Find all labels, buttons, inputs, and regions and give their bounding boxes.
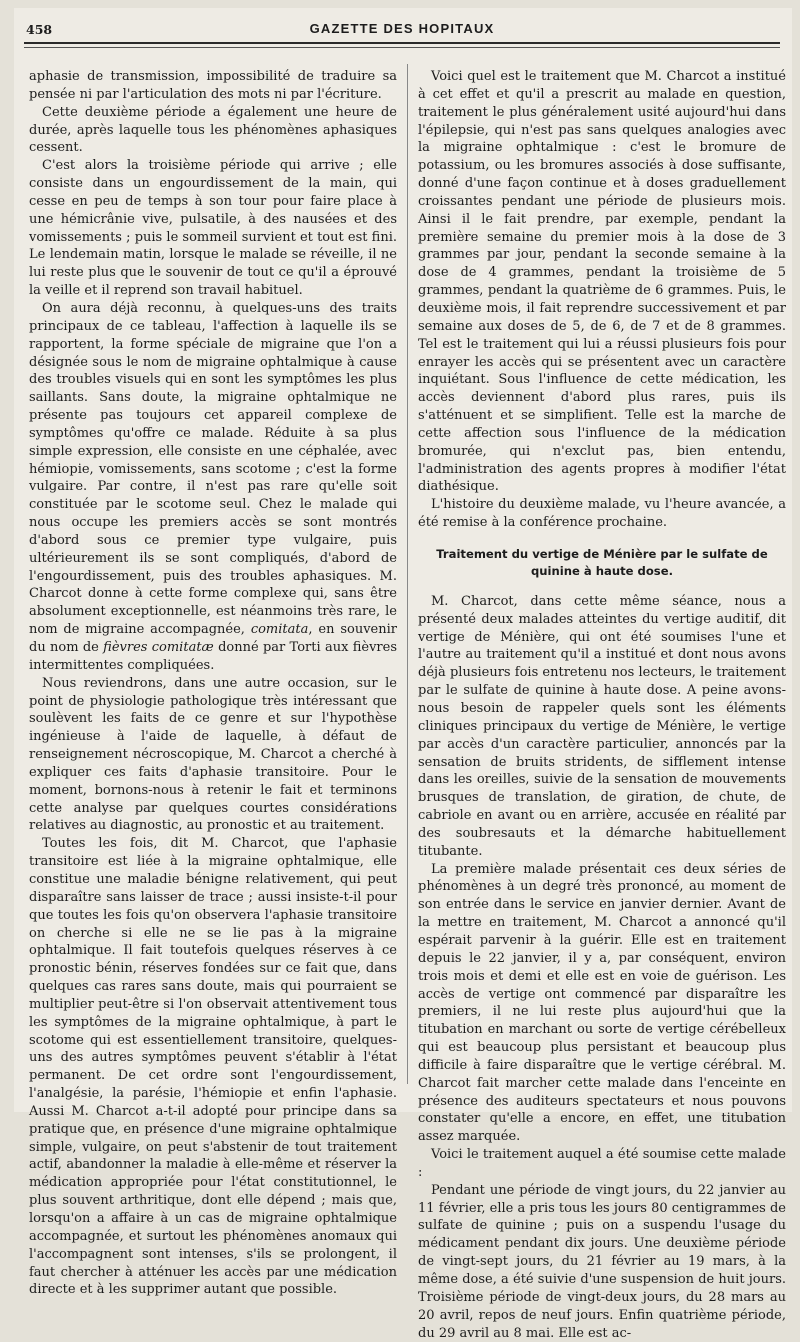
italic-term: fièvres comitatæ bbox=[103, 640, 214, 655]
paragraph: L'histoire du deuxième malade, vu l'heure avancée, a été remise à la conférence prochaine. bbox=[418, 497, 786, 531]
left-column bbox=[29, 68, 397, 1299]
paragraph: Pendant une période de vingt jours, du 22 janvier au 11 février, elle a pris tous les jours 80 centigrammes de sulfate de quinine ; puis on a suspendu l'usage du médicament pendant dix jours. Une deuxième période de vingt-sept jours, du 21 février au 19 mars, à la même dose, a été suivie d'une suspension de huit jours. Troisième période de vingt-deux jours, du 28 mars au 20 avril, repos de neuf jours. Enfin quatrième période, du 29 avril au 8 mai. Elle est ac- bbox=[418, 1182, 786, 1341]
paragraph: Nous reviendrons, dans une autre occasion, sur le point de physiologie pathologique très intéressant que soulèvent les faits de ce genre et sur l'hypothèse ingénieuse à l'aide de laquelle, à défaut de renseignement nécroscopique, M. Charcot a cherché à expliquer ces faits d'aphasie transitoire. Pour le moment, bornons-nous à retenir le fait et terminons cette analyse par quelques courtes considérations relatives au diagnostic, au pronostic et au traitement. bbox=[29, 675, 397, 834]
paragraph: Voici le traitement auquel a été soumise cette malade : bbox=[418, 1147, 786, 1180]
paragraph: Cette deuxième période a également une heure de durée, après laquelle tous les phénomènes aphasiques cessent. bbox=[29, 104, 397, 156]
text-run: , en souvenir du nom de bbox=[29, 622, 397, 655]
paragraph: aphasie de transmission, impossibilité de traduire sa pensée ni par l'articulation des mots ni par l'écriture. bbox=[29, 69, 397, 102]
paragraph: Voici quel est le traitement que M. Charcot a institué à cet effet et qu'il a prescrit au malade en question, traitement le plus généralement usité aujourd'hui dans l'épilepsie, qui n'est pas sans quelques analogies avec la migraine ophtalmique : c'est le bromure de potassium, ou les bromures associés à dose suffisante, donné d'une façon continue et à doses graduellement croissantes pendant une période de plusieurs mois. Ainsi il le fait prendre, par exemple, pendant la première semaine du premier mois à la dose de 3 grammes par jour, pendant la seconde semaine à la dose de 4 grammes, pendant la troisième de 5 grammes, pendant la quatrième de 6 grammes. Puis, le deuxième mois, il fait reprendre successivement et par semaine aux doses de 5, de 6, de 7 et de 8 grammes. Tel est le traitement qui lui a réussi plusieurs fois pour enrayer les accès qui se présentent avec un caractère inquiétant. Sous l'influence de cette médication, les accès deviennent d'abord plus rares, puis ils s'atténuent et se simplifient. Telle est la marche de cette affection sous l'influence de la médication bromurée, qui n'exclut pas, bien entendu, l'administration des agents propres à modifier l'état diathésique. bbox=[418, 69, 786, 495]
page-header bbox=[26, 18, 778, 44]
section-heading: Traitement du vertige de Ménière par le sulfate de quinine à haute dose. bbox=[436, 546, 768, 578]
column-divider bbox=[407, 64, 408, 1084]
paragraph: M. Charcot, dans cette même séance, nous a présenté deux malades atteintes du vertige auditif, dit vertige de Ménière, qui ont été soumises l'une et l'autre au traitement qu'il a institué et dont nous avons déjà plusieurs fois entretenu nos lecteurs, le traitement par le sulfate de quinine à haute dose. A peine avons-nous besoin de rappeler quels sont les éléments cliniques principaux du vertige de Ménière, le vertige par accès d'un caractère particulier, annoncés par la sensation de bruits stridents, de sifflement intense dans les oreilles, suivie de la sensation de mouvements brusques de translation, de giration, de chute, de cabriole en avant ou en arrière, accusée en réalité par des soubresauts et la démarche habituellement titubante. bbox=[418, 593, 786, 859]
paragraph: Toutes les fois, dit M. Charcot, que l'aphasie transitoire est liée à la migraine ophtalmique, elle constitue une maladie bénigne relativement, qui peut disparaître sans laisser de trace ; aussi insiste-t-il pour que toutes les fois qu'on observera l'aphasie transitoire on cherche si elle ne se lie pas à la migraine ophtalmique. Il fait toutefois quelques réserves à ce pronostic bénin, réserves fondées sur ce fait que, dans quelques cas rares sans doute, mais qui pourraient se multiplier peut-être si l'on observait attentivement tous les symptômes de la migraine ophtalmique, à part le scotome qui est essentiellement transitoire, quelques-uns des autres symptômes peuvent s'établir à l'état permanent. De cet ordre sont l'engourdissement, l'analgésie, la parésie, l'hémiopie et enfin l'aphasie. Aussi M. Charcot a-t-il adopté pour principe dans sa pratique que, en présence d'une migraine ophtalmique simple, vulgaire, on peut s'abstenir de tout traitement actif, abandonner la maladie à elle-même et réserver la médication appropriée pour l'état constitutionnel, le plus souvent arthritique, dont elle dépend ; mais que, lorsqu'on a affaire à un cas de migraine ophtalmique accompagnée, et surtout les phénomènes anomaux qui l'accompagnent sont intenses, s'ils se prolongent, il faut chercher à atténuer les accès par une médication directe et à les supprimer autant que possible. bbox=[29, 836, 397, 1298]
text-run: On aura déjà reconnu, à quelques-uns des traits principaux de ce tableau, l'affection à laquelle ils se rapportent, la forme spéciale de migraine que l'on a désignée sous le nom de migraine ophtalmique à cause des troubles visuels qui en sont les symptômes les plus saillants. Sans doute, la migraine ophtalmique ne présente pas toujours cet appareil complexe de symptômes qu'offre ce malade. Réduite à sa plus simple expression, elle consiste en une céphalée, avec hémiopie, vomissements, sans scotome ; c'est la forme vulgaire. Par contre, il n'est pas rare qu'elle soit constituée par le scotome seul. Chez le malade qui nous occupe les premiers accès se sont montrés d'abord sous ce premier type vulgaire, puis ultérieurement ils se sont compliqués, d'abord de l'engourdissement, puis des troubles aphasiques. M. Charcot donne à cette forme complexe qui, sans être absolument exceptionnelle, est néanmoins très rare, le nom de migraine accompagnée, bbox=[29, 300, 397, 638]
page-number: 458 bbox=[26, 22, 53, 37]
running-title: GAZETTE DES HOPITAUX bbox=[309, 21, 495, 36]
header-rule-thick bbox=[24, 42, 780, 44]
paragraph bbox=[29, 300, 397, 675]
paragraph: C'est alors la troisième période qui arrive ; elle consiste dans un engourdissement de la main, qui cesse en peu de temps à son tour pour faire place à une hémicrânie vive, pulsatile, à des nausées et des vomissements ; puis le sommeil survient et tout est fini. Le lendemain matin, lorsque le malade se réveille, il ne lui reste plus que le souvenir de tout ce qu'il a éprouvé la veille et il reprend son travail habituel. bbox=[29, 158, 397, 299]
right-column bbox=[418, 68, 786, 1342]
italic-term: comitata bbox=[250, 622, 309, 638]
newspaper-page bbox=[14, 8, 792, 1341]
paragraph: La première malade présentait ces deux séries de phénomènes à un degré très prononcé, au moment de son entrée dans le service en janvier dernier. Avant de la mettre en traitement, M. Charcot a annoncé qu'il espérait parvenir à la guérir. Elle est en traitement depuis le 22 janvier, il y a, par conséquent, environ trois mois et demi et elle est en voie de guérison. Les accès de vertige ont commencé par disparaître les premiers, il ne lui reste plus aujourd'hui que la titubation en marchant ou sorte de vertige cérébelleux qui est beaucoup plus persistant et beaucoup plus difficile à faire disparaître que le vertige cérébral. M. Charcot fait marcher cette malade dans l'enceinte en présence des auditeurs spectateurs et nous pouvons constater qu'elle a encore, en effet, une titubation assez marquée. bbox=[418, 861, 786, 1145]
text-run: donné par Torti aux fièvres intermittentes compliquées. bbox=[29, 640, 397, 673]
header-rule-thin bbox=[24, 47, 780, 48]
